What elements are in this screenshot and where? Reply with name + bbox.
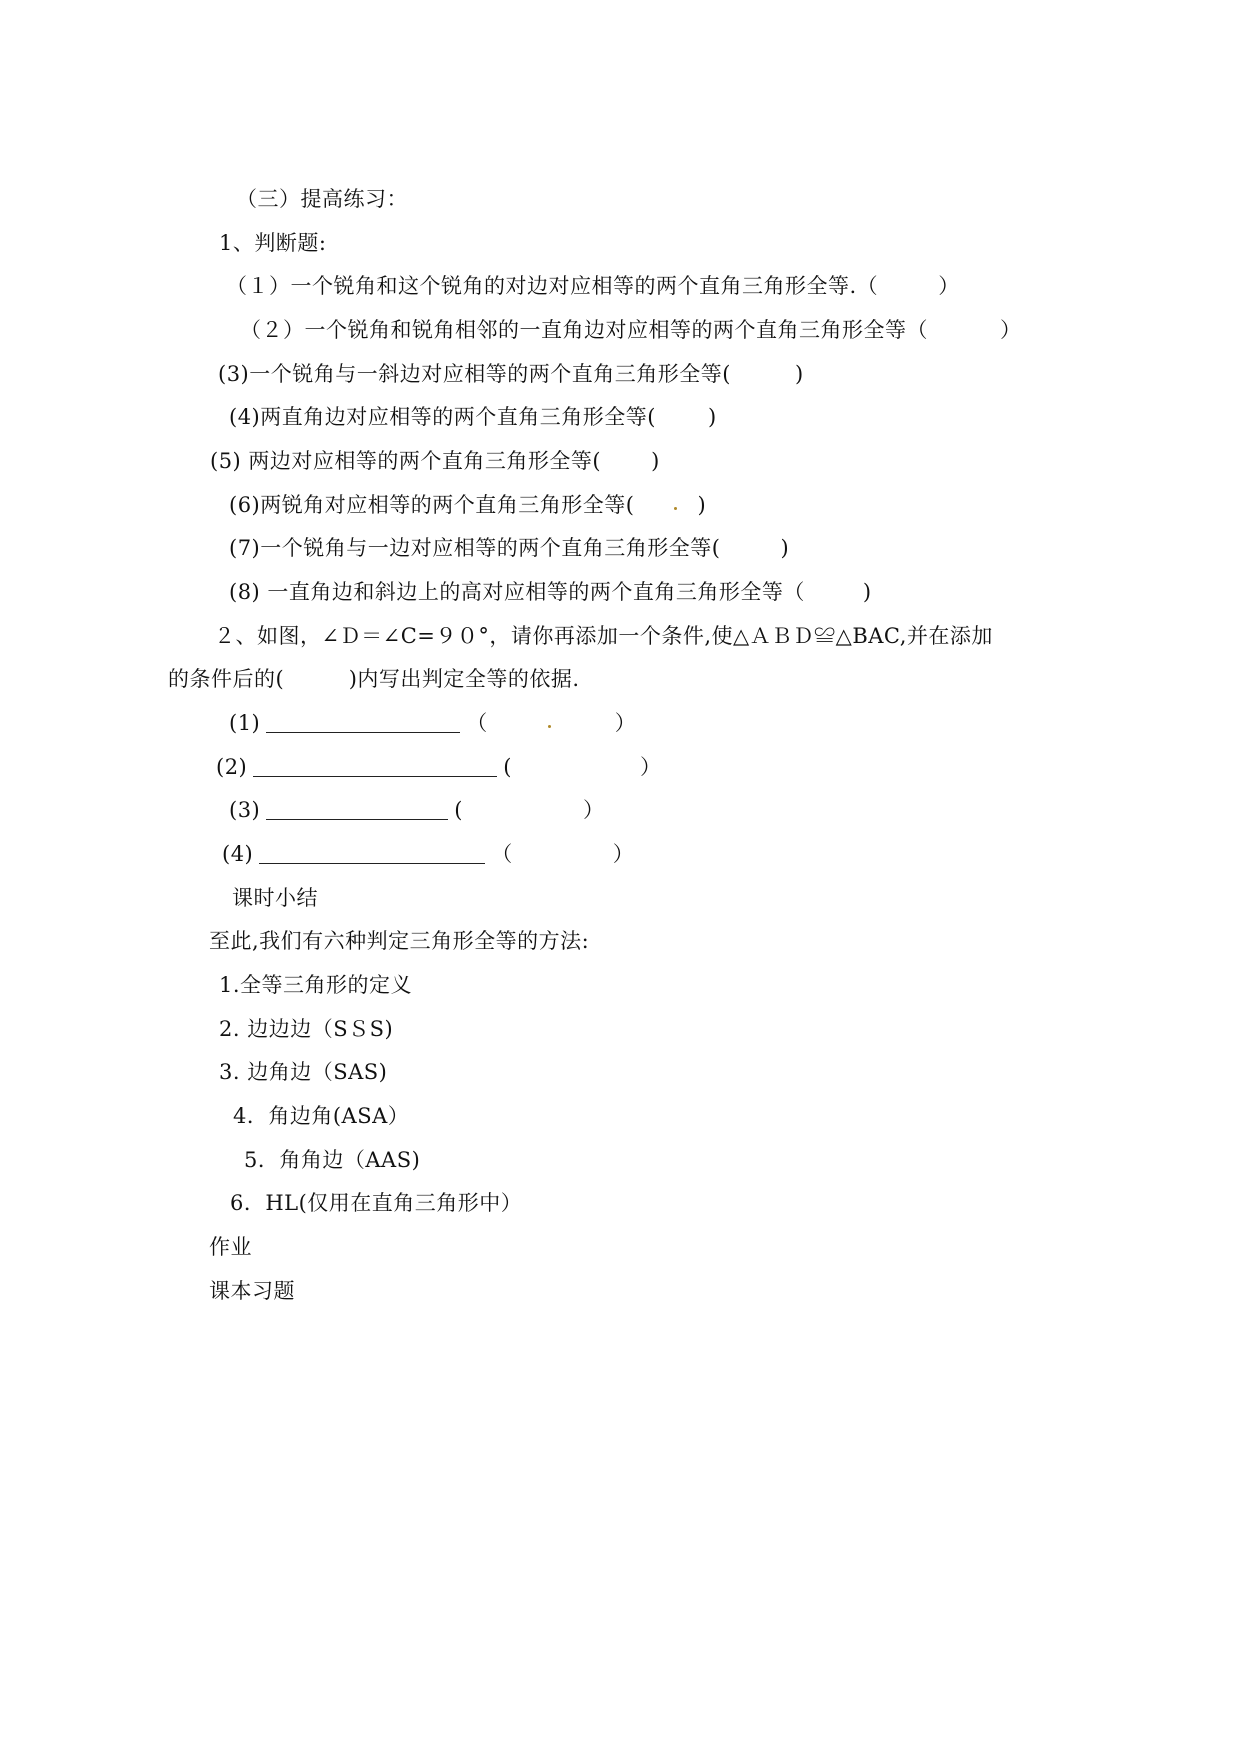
homework-title: 作业 (209, 1235, 252, 1259)
answer-paren-open: ( (454, 798, 463, 822)
question-1-title: 1、判断题: (219, 231, 327, 255)
answer-paren-close: ） (1000, 318, 1022, 342)
answer-paren-close: ) (697, 493, 707, 517)
judgement-item-text: (5) 两边对应相等的两个直角三角形全等( (210, 449, 602, 473)
method-item: 5．角角边（AAS) (244, 1148, 421, 1172)
judgement-item (229, 577, 872, 607)
answer-line (229, 708, 636, 738)
answer-paren-close: ） (938, 274, 960, 298)
judgement-item-text: (4)两直角边对应相等的两个直角三角形全等( (229, 405, 656, 429)
answer-paren-open: （ (466, 711, 488, 735)
answer-paren-open: （ (491, 842, 513, 866)
method-item: 1.全等三角形的定义 (219, 973, 413, 997)
stray-mark (548, 725, 551, 728)
summary-title: 课时小结 (232, 886, 318, 910)
judgement-item-text: (3)一个锐角与一斜边对应相等的两个直角三角形全等( (218, 362, 731, 386)
method-item: 6．HL(仅用在直角三角形中） (230, 1191, 523, 1215)
answer-paren-close: ) (794, 362, 804, 386)
homework-content: 课本习题 (209, 1279, 295, 1303)
answer-number: (3) (229, 798, 261, 822)
judgement-item-text: (7)一个锐角与一边对应相等的两个直角三角形全等( (229, 536, 721, 560)
judgement-item-text: (6)两锐角对应相等的两个直角三角形全等( (229, 493, 635, 517)
judgement-item (218, 359, 804, 389)
judgement-item (226, 271, 960, 301)
answer-paren-close: ） (639, 755, 662, 779)
summary-intro: 至此,我们有六种判定三角形全等的方法: (209, 929, 590, 953)
answer-paren-close: ） (582, 798, 605, 822)
answer-paren-close: ) (651, 449, 660, 473)
answer-paren-close: ) (707, 405, 717, 429)
answer-paren-close: ) (780, 536, 790, 560)
answer-line (222, 839, 634, 869)
answer-paren-close: ) (862, 580, 872, 604)
question-2-line-2: 的条件后的( )内写出判定全等的依据. (168, 667, 580, 691)
method-item: 4．角边角(ASA） (233, 1104, 410, 1128)
judgement-item-text: （２）一个锐角和锐角相邻的一直角边对应相等的两个直角三角形全等（ (240, 318, 928, 342)
answer-number: (2) (216, 755, 248, 779)
judgement-item (229, 402, 717, 432)
answer-number: (1) (229, 711, 261, 735)
answer-blank (253, 754, 497, 777)
answer-paren-open: ( (503, 755, 512, 779)
judgement-item (240, 315, 1022, 345)
answer-number: (4) (222, 842, 254, 866)
answer-paren-close: ） (612, 842, 635, 866)
method-item: 2. 边边边（SＳS) (219, 1017, 394, 1041)
answer-blank (259, 841, 485, 864)
answer-paren-close: ） (614, 711, 637, 735)
question-2-line-1: ２、如图，∠Ｄ＝∠C=９０°，请你再添加一个条件,使△ＡＢＤ≌△BAC,并在添加 (214, 624, 993, 648)
judgement-item-text: (8) 一直角边和斜边上的高对应相等的两个直角三角形全等（ (229, 580, 805, 604)
answer-blank (266, 797, 448, 820)
answer-blank (266, 710, 460, 733)
answer-line (216, 752, 661, 782)
method-item: 3. 边角边（SAS) (219, 1060, 388, 1084)
section-heading: （三）提高练习： (236, 187, 408, 211)
answer-line (229, 795, 604, 825)
stray-mark (674, 507, 677, 510)
judgement-item (210, 446, 660, 476)
judgement-item (229, 533, 789, 563)
judgement-item-text: （１）一个锐角和这个锐角的对边对应相等的两个直角三角形全等.（ (226, 274, 879, 298)
judgement-item (229, 490, 706, 520)
